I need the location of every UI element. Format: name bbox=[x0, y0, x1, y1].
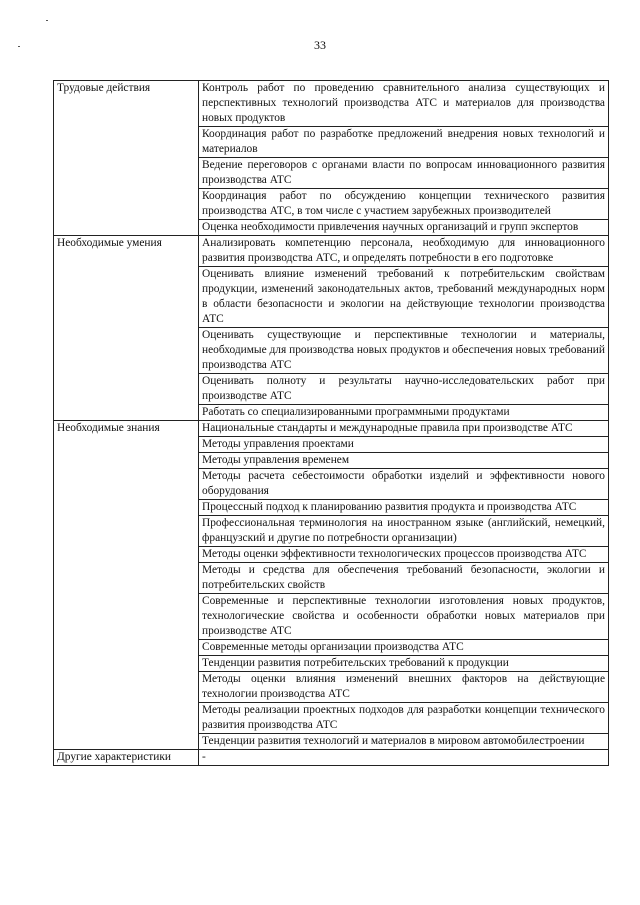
section-item: Оценивать влияние изменений требований к потребительским свойствам продукции, изменений законодательных актов, требований международных норм в области безопасности и экологии на действующие технологии производства АТС bbox=[199, 267, 609, 328]
section-item: Методы оценки эффективности технологических процессов производства АТС bbox=[199, 547, 609, 563]
section-item: Современные и перспективные технологии изготовления новых продуктов, технологические свойства и особенности обработки новых материалов при производстве АТС bbox=[199, 594, 609, 640]
section-item: Контроль работ по проведению сравнительного анализа существующих и перспективных технологий производства АТС и материалов для производства новых продуктов bbox=[199, 81, 609, 127]
section-item: Методы и средства для обеспечения требований безопасности, экологии и потребительских свойств bbox=[199, 563, 609, 594]
section-item: Координация работ по обсуждению концепции технического развития производства АТС, в том числе с участием зарубежных производителей bbox=[199, 189, 609, 220]
table-row bbox=[54, 421, 609, 437]
section-item: Ведение переговоров с органами власти по вопросам инновационного развития производства АТС bbox=[199, 158, 609, 189]
section-item: Координация работ по разработке предложений внедрения новых технологий и материалов bbox=[199, 127, 609, 158]
section-item: Методы реализации проектных подходов для разработки концепции технического развития производства АТС bbox=[199, 703, 609, 734]
section-item: Оценка необходимости привлечения научных организаций и групп экспертов bbox=[199, 220, 609, 236]
section-label: Необходимые умения bbox=[54, 236, 199, 421]
table-row bbox=[54, 236, 609, 267]
section-item: Методы управления временем bbox=[199, 453, 609, 469]
section-item: Тенденции развития потребительских требований к продукции bbox=[199, 656, 609, 672]
section-item: Профессиональная терминология на иностранном языке (английский, немецкий, французский и другие по потребности организации) bbox=[199, 516, 609, 547]
competency-table bbox=[53, 80, 609, 766]
section-item: Методы оценки влияния изменений внешних факторов на действующие технологии производства АТС bbox=[199, 672, 609, 703]
section-item: Оценивать существующие и перспективные технологии и материалы, необходимые для производства новых продуктов и обеспечения новых требований производства АТС bbox=[199, 328, 609, 374]
scan-speck bbox=[46, 20, 48, 21]
section-item: - bbox=[199, 750, 609, 766]
section-label: Трудовые действия bbox=[54, 81, 199, 236]
section-item: Анализировать компетенцию персонала, необходимую для инновационного развития производства АТС, и определять потребности в его подготовке bbox=[199, 236, 609, 267]
section-item: Методы расчета себестоимости обработки изделий и эффективности нового оборудования bbox=[199, 469, 609, 500]
section-label: Другие характеристики bbox=[54, 750, 199, 766]
section-item: Методы управления проектами bbox=[199, 437, 609, 453]
section-item: Тенденции развития технологий и материалов в мировом автомобилестроении bbox=[199, 734, 609, 750]
table-body bbox=[54, 81, 609, 766]
section-item: Оценивать полноту и результаты научно-исследовательских работ при производстве АТС bbox=[199, 374, 609, 405]
table-row bbox=[54, 81, 609, 127]
section-label: Необходимые знания bbox=[54, 421, 199, 750]
section-item: Современные методы организации производства АТС bbox=[199, 640, 609, 656]
page-number: 33 bbox=[314, 38, 326, 52]
table-row bbox=[54, 750, 609, 766]
section-item: Национальные стандарты и международные правила при производстве АТС bbox=[199, 421, 609, 437]
section-item: Процессный подход к планированию развития продукта и производства АТС bbox=[199, 500, 609, 516]
section-item: Работать со специализированными программными продуктами bbox=[199, 405, 609, 421]
